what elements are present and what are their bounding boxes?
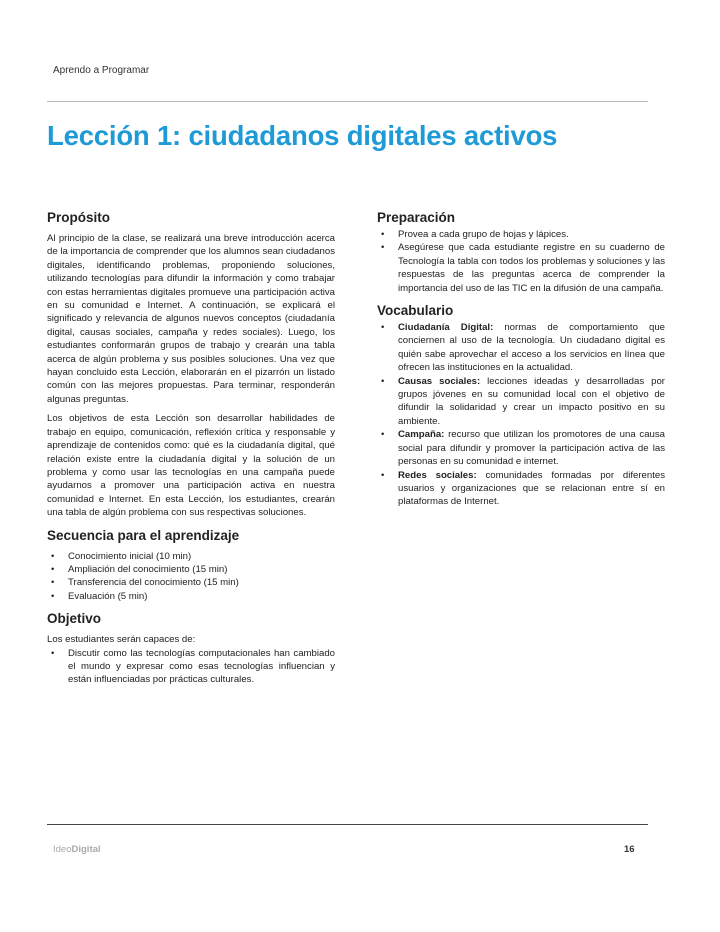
left-column bbox=[47, 210, 335, 695]
heading-proposito: Propósito bbox=[47, 210, 110, 225]
bullet-icon: • bbox=[51, 550, 55, 562]
vocab-item bbox=[377, 375, 665, 429]
heading-vocabulario: Vocabulario bbox=[377, 303, 454, 319]
vocab-definition: recurso que utilizan los promotores de una causa social para difundir y promover la participación activa de las personas en su comunidad e internet. bbox=[398, 429, 665, 468]
bullet-icon: • bbox=[51, 577, 55, 589]
vocab-term: Ciudadanía Digital: bbox=[398, 322, 494, 334]
vocab-term: Campaña: bbox=[398, 429, 445, 441]
bullet-icon: • bbox=[51, 563, 55, 575]
vocab-term: Redes sociales: bbox=[398, 469, 477, 481]
vocab-item bbox=[377, 321, 665, 375]
paragraph: Los estudiantes serán capaces de: bbox=[47, 634, 196, 646]
vocab-definition: comunidades formadas por diferentes usuarios y organizaciones que se relacionan entre sí en plataformas de Internet. bbox=[398, 469, 666, 508]
bullet-icon: • bbox=[381, 229, 385, 240]
bullet-icon: • bbox=[381, 322, 385, 334]
list-item bbox=[47, 563, 335, 576]
right-column bbox=[377, 210, 665, 517]
list-item bbox=[377, 241, 665, 295]
vocab-term: Causas sociales: bbox=[398, 375, 481, 387]
heading-objetivo: Objetivo bbox=[47, 611, 102, 627]
item-text: Evaluación (5 min) bbox=[68, 590, 148, 602]
bullet-icon: • bbox=[51, 647, 55, 659]
bullet-icon: • bbox=[381, 375, 385, 387]
vocabulario-list bbox=[377, 321, 665, 509]
list-item bbox=[377, 228, 665, 241]
paragraph: Los objetivos de esta Lección son desarrollar habilidades de trabajo en equipo, comunicación, reflexión crítica y responsable y aprendizaje de contenidos como: qué es la ciudadanía digital, qué relación existe entre la ciudadanía digital y la solución de un problema y como usar las tecnologías en una campaña puede ayudarnos a promover una participación activa en nuestra comunidad e Internet. En esta Lección, los estudiantes, crearán una tabla de algún problema con sus respectivas soluciones. bbox=[47, 413, 335, 519]
paragraph: Al principio de la clase, se realizará una breve introducción acerca de la importancia de comprender que los alumnos sean ciudadanos digitales, identificando problemas, proponiendo soluciones, utilizando tecnologías para difundir la información y como trabajar con estas herramientas digitales promueve una participación activa en su comunidad e Internet. A continuación, se explicará el significado y relevancia de algunos nuevos conceptos (ciudadanía digital, causas sociales, campaña y redes sociales). Luego, los estudiantes conformarán grupos de trabajo y crearán una tabla acerca de algún problema y sus posibles soluciones. Una vez que hayan concluido esta Lección, elaborarán en el pizarrón un listado común con las mejores propuestas. Para terminar, responderán algunas preguntas. bbox=[47, 233, 335, 405]
header-divider bbox=[47, 101, 648, 102]
secuencia-list bbox=[47, 550, 335, 604]
vocab-definition: normas de comportamiento que conciernen al uso de la tecnología. Un ciudadano digital es quién sabe aprovechar el acceso a los servicios en línea que ofrecen las instituciones en la actualidad. bbox=[398, 322, 665, 374]
item-text: Provea a cada grupo de hojas y lápices. bbox=[398, 229, 569, 240]
page-number: 16 bbox=[624, 844, 635, 855]
heading-preparacion: Preparación bbox=[377, 210, 456, 225]
preparacion-list bbox=[377, 228, 665, 295]
item-text: Conocimiento inicial (10 min) bbox=[68, 550, 192, 562]
item-text: Transferencia del conocimiento (15 min) bbox=[68, 577, 239, 589]
footer-brand bbox=[53, 844, 101, 855]
vocab-item bbox=[377, 428, 665, 468]
bullet-icon: • bbox=[381, 429, 385, 441]
list-item bbox=[47, 576, 335, 589]
vocab-item bbox=[377, 469, 665, 509]
objetivo-list bbox=[47, 647, 335, 687]
bullet-icon: • bbox=[381, 242, 385, 254]
list-item bbox=[47, 590, 335, 603]
brand-part: Digital bbox=[71, 844, 101, 855]
brand-part: Ideo bbox=[53, 844, 72, 855]
bullet-icon: • bbox=[381, 469, 385, 481]
item-text: Ampliación del conocimiento (15 min) bbox=[68, 563, 228, 575]
item-text: Asegúrese que cada estudiante registre en su cuaderno de Tecnología la tabla con todos los problemas y soluciones y las respuestas de las preguntas acerca de comprender la importancia del uso de las TIC en la difusión de una campaña. bbox=[398, 242, 665, 294]
footer-divider bbox=[47, 824, 648, 825]
running-header: Aprendo a Programar bbox=[53, 65, 150, 76]
vocab-definition: lecciones ideadas y desarrolladas por grupos jóvenes en su comunidad local con el objetivo de difundir la solidaridad y crear un impacto positivo en su ambiente. bbox=[398, 375, 665, 427]
list-item bbox=[47, 647, 335, 687]
page-title: Lección 1: ciudadanos digitales activos bbox=[47, 120, 558, 151]
list-item bbox=[47, 550, 335, 563]
heading-secuencia: Secuencia para el aprendizaje bbox=[47, 527, 240, 543]
bullet-icon: • bbox=[51, 590, 55, 602]
item-text: Discutir como las tecnologías computacionales han cambiado el mundo y expresar como esas tecnologías influencian y están influenciadas por prácticas culturales. bbox=[68, 647, 335, 686]
